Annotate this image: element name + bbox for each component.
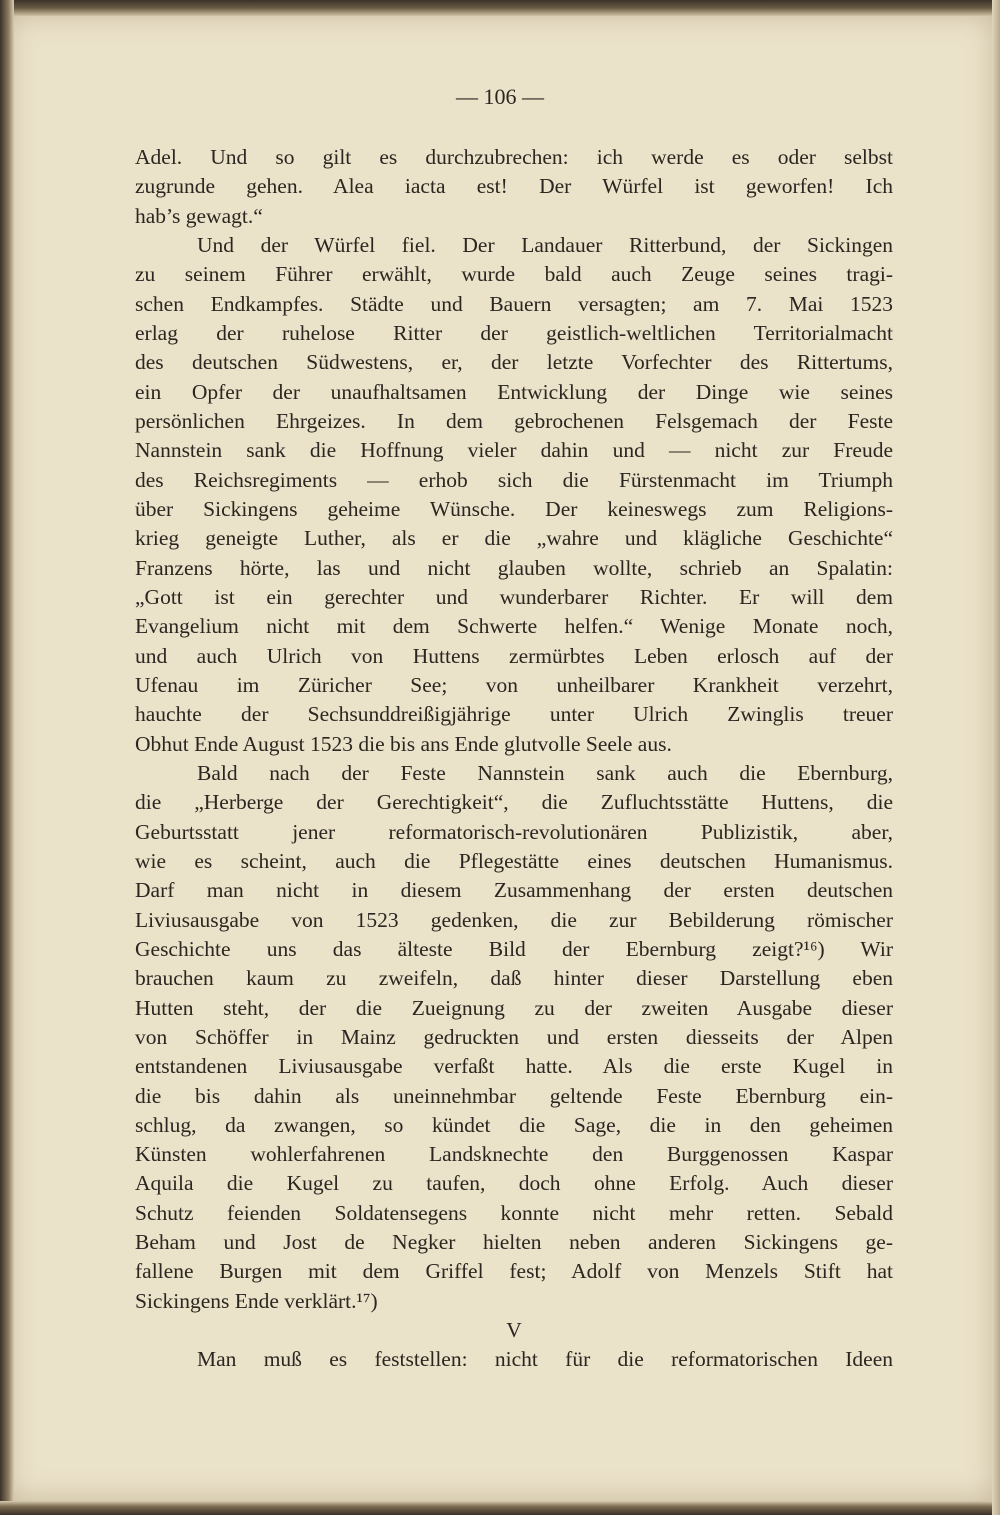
body-text (135, 143, 893, 1375)
text-line: Bald nach der Feste Nannstein sank auch die Ebernburg, (197, 760, 893, 785)
text-line: Schutz feienden Soldatensegens konnte nicht mehr retten. Sebald (135, 1200, 893, 1225)
text-line: Evangelium nicht mit dem Schwerte helfen.“ Wenige Monate noch, (135, 614, 893, 639)
text-line: Und der Würfel fiel. Der Landauer Ritterbund, der Sickingen (197, 232, 893, 257)
text-line: Geschichte uns das älteste Bild der Ebernburg zeigt?¹⁶) Wir (135, 936, 893, 961)
text-line: die bis dahin als uneinnehmbar geltende Feste Ebernburg ein- (135, 1083, 893, 1108)
text-line: des Reichsregiments — erhob sich die Fürstenmacht im Triumph (135, 467, 893, 492)
text-line: zugrunde gehen. Alea iacta est! Der Würfel ist geworfen! Ich (135, 174, 893, 199)
text-line: erlag der ruhelose Ritter der geistlich-weltlichen Territorialmacht (135, 320, 893, 345)
text-line: die „Herberge der Gerechtigkeit“, die Zufluchtsstätte Huttens, die (135, 790, 893, 815)
text-line: ein Opfer der unaufhaltsamen Entwicklung der Dinge wie seines (135, 379, 893, 404)
text-line: persönlichen Ehrgeizes. In dem gebrochenen Felsgemach der Feste (135, 408, 893, 433)
text-line: Aquila die Kugel zu taufen, doch ohne Erfolg. Auch dieser (135, 1171, 893, 1196)
text-line: hab’s gewagt.“ (135, 203, 263, 228)
text-line: Künsten wohlerfahrenen Landsknechte den Burggenossen Kaspar (135, 1142, 893, 1167)
text-line: Beham und Jost de Negker hielten neben anderen Sickingens ge- (135, 1230, 893, 1255)
text-line: Darf man nicht in diesem Zusammenhang der ersten deutschen (135, 878, 893, 903)
text-line: schlug, da zwangen, so kündet die Sage, die in den geheimen (135, 1112, 893, 1137)
text-line: und auch Ulrich von Huttens zermürbtes Leben erlosch auf der (135, 643, 893, 668)
text-line: entstandenen Liviusausgabe verfaßt hatte. Als die erste Kugel in (135, 1054, 893, 1079)
section-heading: V (506, 1318, 522, 1343)
text-line: von Schöffer in Mainz gedruckten und ersten diesseits der Alpen (135, 1024, 893, 1049)
page-edge-right (992, 0, 1000, 1515)
text-line: Hutten steht, der die Zueignung zu der zweiten Ausgabe dieser (135, 995, 893, 1020)
book-spine-edge (0, 0, 14, 1515)
text-line: Franzens hörte, las und nicht glauben wollte, schrieb an Spalatin: (135, 555, 893, 580)
text-line: „Gott ist ein gerechter und wunderbarer Richter. Er will dem (135, 584, 893, 609)
text-line: des deutschen Südwestens, er, der letzte Vorfechter des Rittertums, (135, 350, 893, 375)
text-line: zu seinem Führer erwählt, wurde bald auch Zeuge seines tragi- (135, 262, 893, 287)
page-edge-top (0, 0, 1000, 16)
text-line: Liviusausgabe von 1523 gedenken, die zur Bebilderung römischer (135, 907, 893, 932)
text-line: brauchen kaum zu zweifeln, daß hinter dieser Darstellung eben (135, 966, 893, 991)
text-line: über Sickingens geheime Wünsche. Der keineswegs zum Religions- (135, 496, 893, 521)
text-line: fallene Burgen mit dem Griffel fest; Adolf von Menzels Stift hat (135, 1259, 893, 1284)
page-number: — 106 — (456, 84, 544, 109)
page-edge-bottom (0, 1501, 1000, 1515)
text-line: Adel. Und so gilt es durchzubrechen: ich werde es oder selbst (135, 145, 893, 169)
text-line: krieg geneigte Luther, als er die „wahre und klägliche Geschichte“ (135, 526, 893, 551)
text-line: wie es scheint, auch die Pflegestätte eines deutschen Humanismus. (135, 848, 893, 873)
text-line: schen Endkampfes. Städte und Bauern versagten; am 7. Mai 1523 (135, 291, 893, 316)
text-line: Geburtsstatt jener reformatorisch-revolutionären Publizistik, aber, (135, 819, 893, 844)
text-line: Ufenau im Züricher See; von unheilbarer Krankheit verzehrt, (135, 672, 893, 697)
text-line: Obhut Ende August 1523 die bis ans Ende glutvolle Seele aus. (135, 731, 672, 756)
text-line: Man muß es feststellen: nicht für die reformatorischen Ideen (197, 1347, 893, 1372)
text-line: Nannstein sank die Hoffnung vieler dahin und — nicht zur Freude (135, 438, 893, 463)
text-line: hauchte der Sechsunddreißigjährige unter Ulrich Zwinglis treuer (135, 702, 893, 727)
text-line: Sickingens Ende verklärt.¹⁷) (135, 1288, 378, 1313)
